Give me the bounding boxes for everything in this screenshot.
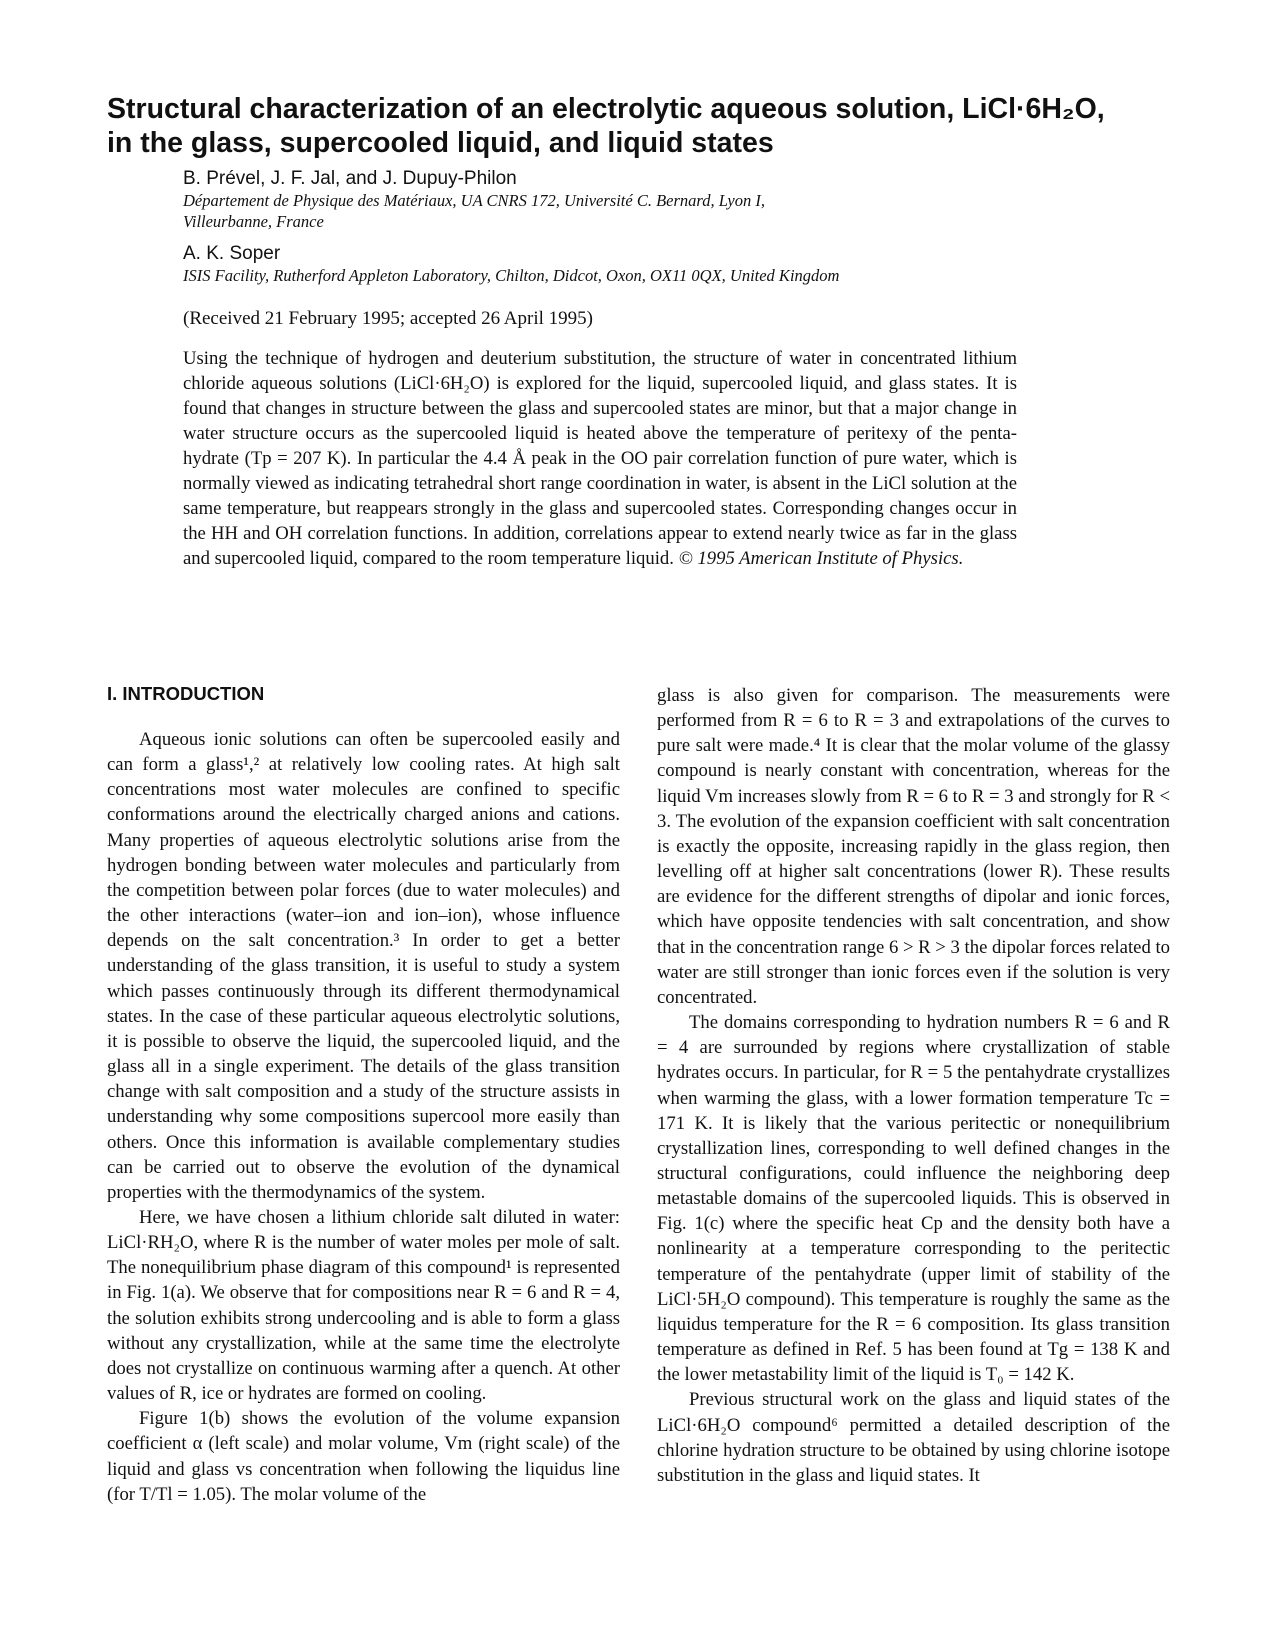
affiliation-2: ISIS Facility, Rutherford Appleton Laboratory, Chilton, Didcot, Oxon, OX11 0QX, United Kingdom	[183, 266, 840, 285]
affiliation-1-line-1: Département de Physique des Matériaux, UA CNRS 172, Université C. Bernard, Lyon I,	[183, 191, 765, 210]
paragraph: Aqueous ionic solutions can often be supercooled easily and can form a glass¹,² at relatively low cooling rates. At high salt concentrations most water molecules are confined to specific conformations around the electrically charged anions and cations. Many properties of aqueous electrolytic solutions arise from the hydrogen bonding between water molecules and particularly from the competition between polar forces (due to water molecules) and the other interactions (water–ion and ion–ion), whose influence depends on the salt concentration.³ In order to get a better understanding of the glass transition, it is useful to study a system which passes continuously through its different thermodynamical states. In the case of these particular aqueous electrolytic solutions, it is possible to observe the liquid, the supercooled liquid, and the glass all in a single experiment. The details of the glass transition change with salt composition and a study of the structure assists in understanding why some compositions supercool more easily than others. Once this information is available complementary studies can be carried out to observe the evolution of the dynamical properties with the thermodynamics of the system.	[107, 729, 620, 1203]
paragraph: glass is also given for comparison. The measurements were performed from R = 6 to R = 3 and extrapolations of the curves to pure salt were made.⁴ It is clear that the molar volume of the glassy compound is nearly constant with concentration, whereas for the liquid Vm increases slowly from R = 6 to R = 3 and strongly for R < 3. The evolution of the expansion coefficient with salt concentration is exactly the opposite, increasing rapidly in the glass region, then levelling off at higher salt concentrations (lower R). These results are evidence for the different strengths of dipolar and ionic forces, which have opposite tendencies with salt concentration, and show that in the concentration range 6 > R > 3 the dipolar forces related to water are still stronger than ionic forces even if the solution is very concentrated.	[657, 685, 1171, 1008]
received-dates: (Received 21 February 1995; accepted 26 April 1995)	[183, 308, 593, 329]
title-line-1: Structural characterization of an electrolytic aqueous solution, LiCl·6H₂O,	[107, 93, 1105, 125]
title-line-2: in the glass, supercooled liquid, and liquid states	[107, 127, 774, 159]
section-heading: I. INTRODUCTION	[107, 683, 265, 704]
affiliation-1-line-2: Villeurbanne, France	[183, 212, 324, 231]
abstract	[183, 346, 1017, 571]
paragraph: Previous structural work on the glass and liquid states of the LiCl·6H₂O compound⁶ permitted a detailed description of the chlorine hydration structure to be obtained by using chlorine isotope substitution in the glass and liquid states. It	[657, 1389, 1170, 1486]
paper-title	[107, 92, 1187, 160]
paragraph: The domains corresponding to hydration numbers R = 6 and R = 4 are surrounded by regions where crystallization of stable hydrates occurs. In particular, for R = 5 the pentahydrate crystallizes when warming the glass, with a lower formation temperature Tc = 171 K. It is likely that the various peritectic or nonequilibrium crystallization lines, corresponding to well defined changes in the structural configurations, could influence the neighboring deep metastable domains of the supercooled liquids. This is observed in Fig. 1(c) where the specific heat Cp and the density both have a nonlinearity at a temperature corresponding to the peritectic temperature of the pentahydrate (upper limit of stability of the LiCl·5H₂O compound). This temperature is roughly the same as the liquidus temperature for the R = 6 composition. Its glass transition temperature as defined in Ref. 5 has been found at Tg = 138 K and the lower metastability limit of the liquid is T₀ = 142 K.	[657, 1012, 1170, 1386]
affiliation-1	[183, 190, 1053, 232]
paragraph: Here, we have chosen a lithium chloride salt diluted in water: LiCl·RH₂O, where R is the number of water moles per mole of salt. The nonequilibrium phase diagram of this compound¹ is represented in Fig. 1(a). We observe that for compositions near R = 6 and R = 4, the solution exhibits strong undercooling and is able to form a glass without any crystallization, while at the same time the electrolyte does not crystallize on continuous warming after a quench. At other values of R, ice or hydrates are formed on cooling.	[107, 1206, 620, 1405]
author-list-2: A. K. Soper	[183, 243, 281, 264]
paragraph: Figure 1(b) shows the evolution of the volume expansion coefficient α (left scale) and molar volume, Vm (right scale) of the liquid and glass vs concentration when following the liquidus line (for T/Tl = 1.05). The molar volume of the	[107, 1408, 620, 1505]
left-column	[107, 727, 620, 1507]
copyright-notice: © 1995 American Institute of Physics.	[678, 548, 964, 569]
right-column	[657, 683, 1170, 1488]
abstract-text: Using the technique of hydrogen and deuterium substitution, the structure of water in concentrated lithium chloride aqueous solutions (LiCl·6H₂O) is explored for the liquid, supercooled liquid, and glass states. It is found that changes in structure between the glass and supercooled states are minor, but that a major change in water structure occurs as the supercooled liquid is heated above the temperature of peritexy of the penta-hydrate (Tp = 207 K). In particular the 4.4 Å peak in the OO pair correlation function of pure water, which is normally viewed as indicating tetrahedral short range coordination in water, is absent in the LiCl solution at the same temperature, but reappears strongly in the glass and supercooled states. Corresponding changes occur in the HH and OH correlation functions. In addition, correlations appear to extend nearly twice as far in the glass and supercooled liquid, compared to the room temperature liquid.	[183, 348, 1017, 569]
author-list-1: B. Prével, J. F. Jal, and J. Dupuy-Philon	[183, 168, 517, 189]
